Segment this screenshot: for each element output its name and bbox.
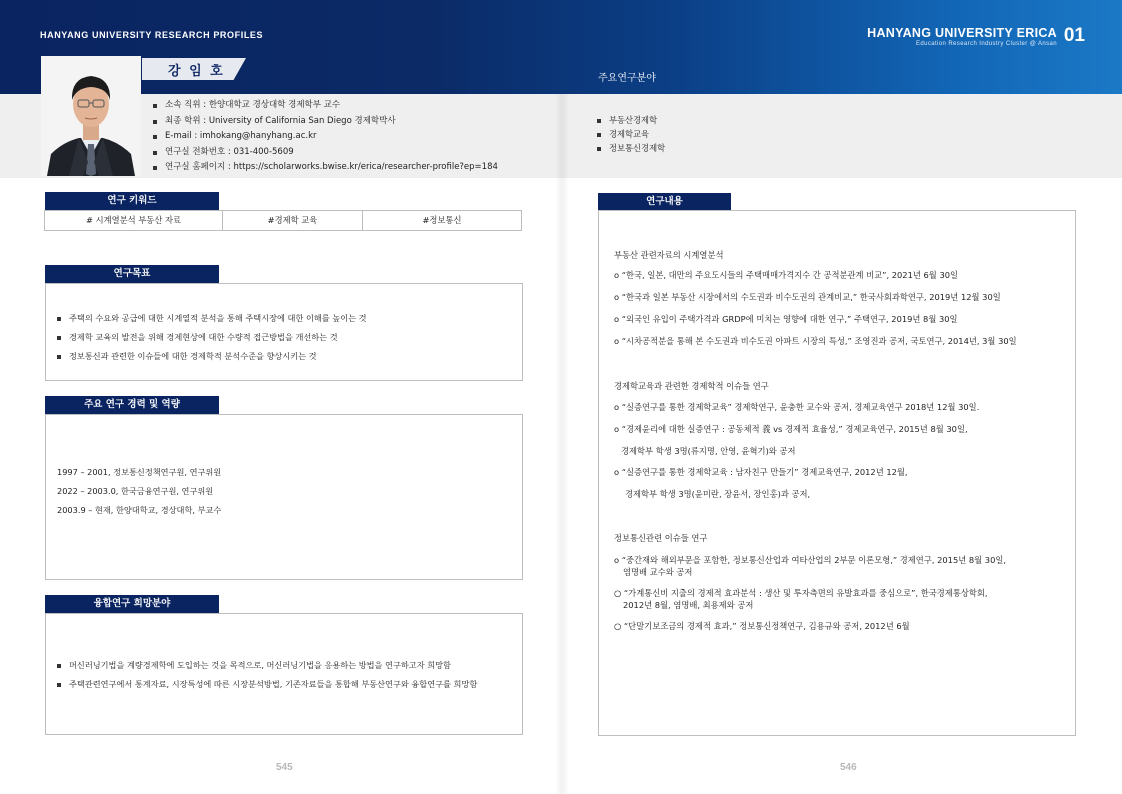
keywords-table — [44, 210, 522, 231]
affiliation: 소속 직위 : 한양대학교 경상대학 경제학부 교수 — [153, 98, 553, 114]
career-item: 2003.9 – 현재, 한양대학교, 경상대학, 부교수 — [57, 505, 222, 515]
phone: 연구실 전화번호 : 031-400-5609 — [153, 145, 553, 161]
page-number-left: 545 — [276, 762, 293, 773]
research-item: o “실증연구를 통한 경제학교육 : 남자친구 만들기” 경제교육연구, 2012년 12월, — [614, 467, 908, 477]
chapter-number: 01 — [1063, 25, 1085, 46]
goals-header: 연구목표 — [45, 265, 219, 283]
research-item: ○ “단말기보조금의 경제적 효과,” 정보통신정책연구, 김용규와 공저, 2012년 6월 — [614, 621, 910, 631]
email[interactable]: E-mail : imhokang@hanyhang.ac.kr — [153, 129, 553, 145]
page-spine-shadow — [555, 94, 569, 794]
convergence-item: 머신러닝기법을 계량경제학에 도입하는 것을 목적으로, 머신러닝기법을 응용하는 방법을 연구하고자 희망함 — [57, 656, 522, 675]
research-item: o “시차공적분을 통해 본 수도권과 비수도권 아파트 시장의 특성,” 조영진과 공저, 국토연구, 2014년, 3월 30일 — [614, 336, 1017, 346]
profile-info-list — [153, 98, 553, 176]
research-item-cont: 2012년 8월, 염명배, 최용제와 공저 — [623, 600, 754, 610]
goal-item: 주택의 수요와 공급에 대한 시계열적 분석을 통해 주택시장에 대한 이해를 높이는 것 — [57, 309, 522, 328]
research-item: o “외국인 유입이 주택가격과 GRDP에 미치는 영향에 대한 연구,” 주택연구, 2019년 8월 30일 — [614, 314, 958, 324]
convergence-header: 융합연구 희망분야 — [45, 595, 219, 613]
career-item: 2022 – 2003.0, 한국금융연구원, 연구위원 — [57, 486, 214, 496]
research-group-heading: 경제학교육과 관련한 경제학적 이슈들 연구 — [614, 381, 769, 391]
career-item: 1997 – 2001, 정보통신정책연구원, 연구위원 — [57, 467, 222, 477]
research-item: o “경제윤리에 대한 실증연구 : 공동체적 義 vs 경제적 효율성,” 경제교육연구, 2015년 8월 30일, — [614, 424, 968, 434]
goal-item: 경제학 교육의 발전을 위해 경제현상에 대한 수량적 접근방법을 개선하는 것 — [57, 328, 522, 347]
research-group-heading: 정보통신관련 이슈들 연구 — [614, 533, 708, 543]
research-item: o “실증연구를 통한 경제학교육” 경제학연구, 윤충한 교수와 공저, 경제교육연구 2018년 12월 30일. — [614, 402, 980, 412]
keyword-cell: #정보통신 — [422, 215, 462, 225]
main-fields-list — [597, 113, 897, 155]
research-item: o “중간재와 해외부문을 포함한, 정보통신산업과 여타산업의 2부문 이론모형,” 경제연구, 2015년 8월 30일, — [614, 555, 1007, 565]
career-header: 주요 연구 경력 및 역량 — [45, 396, 219, 414]
convergence-box — [45, 613, 523, 735]
research-item-cont: 경제학부 학생 3명(류지명, 안영, 윤혁기)와 공저 — [621, 446, 796, 456]
degree: 최종 학위 : University of California San Diego 경제학박사 — [153, 114, 553, 130]
person-portrait-icon — [41, 56, 141, 176]
series-title: HANYANG UNIVERSITY RESEARCH PROFILES — [40, 30, 264, 40]
research-item: o “한국, 일본, 대만의 주요도시들의 주택매매가격지수 간 공적분관계 비교”, 2021년 6월 30일 — [614, 270, 959, 280]
convergence-item: 주택관련연구에서 통계자료, 시장특성에 따른 시장분석방법, 기존자료들을 통합해 부동산연구와 융합연구를 희망함 — [57, 675, 522, 694]
page-number-right: 546 — [840, 762, 857, 773]
research-group-heading: 부동산 관련자료의 시계열분석 — [614, 250, 724, 260]
convergence-list — [46, 614, 522, 694]
researcher-name: 강 임 호 — [168, 64, 225, 79]
career-box — [45, 414, 523, 580]
header-band — [0, 0, 1122, 95]
main-field-item: 경제학교육 — [597, 127, 897, 141]
goal-item: 정보통신과 관련한 이슈들에 대한 경제학적 분석수준을 향상시키는 것 — [57, 347, 522, 366]
research-item-cont: 염명배 교수와 공저 — [623, 567, 693, 577]
homepage[interactable]: 연구실 홈페이지 : https://scholarworks.bwise.kr/erica/researcher-profile?ep=184 — [153, 160, 553, 176]
keywords-header: 연구 키워드 — [45, 192, 219, 210]
goals-box — [45, 283, 523, 381]
research-item: o “한국과 일본 부동산 시장에서의 수도권과 비수도권의 관계비교,” 한국사회과학연구, 2019년 12월 30일 — [614, 292, 1001, 302]
main-field-item: 부동산경제학 — [597, 113, 897, 127]
research-header: 연구내용 — [598, 193, 731, 211]
research-item-cont: 경제학부 학생 3명(윤미란, 장윤서, 장인홍)과 공저, — [625, 489, 811, 499]
main-fields-label: 주요연구분야 — [598, 73, 656, 84]
goals-list — [46, 284, 522, 366]
keyword-cell: # 시계열분석 부동산 자료 — [45, 211, 223, 230]
university-title: HANYANG UNIVERSITY ERICA — [867, 26, 1057, 40]
keyword-cell: #경제학 교육 — [223, 211, 363, 230]
profile-photo — [41, 56, 141, 176]
university-subtitle: Education Research Industry Cluster @ Ansan — [915, 41, 1057, 47]
research-item: ○ “가계통신비 지출의 경제적 효과분석 : 생산 및 투자측면의 유발효과를 중심으로”, 한국경제통상학회, — [614, 588, 988, 598]
main-field-item: 정보통신경제학 — [597, 141, 897, 155]
